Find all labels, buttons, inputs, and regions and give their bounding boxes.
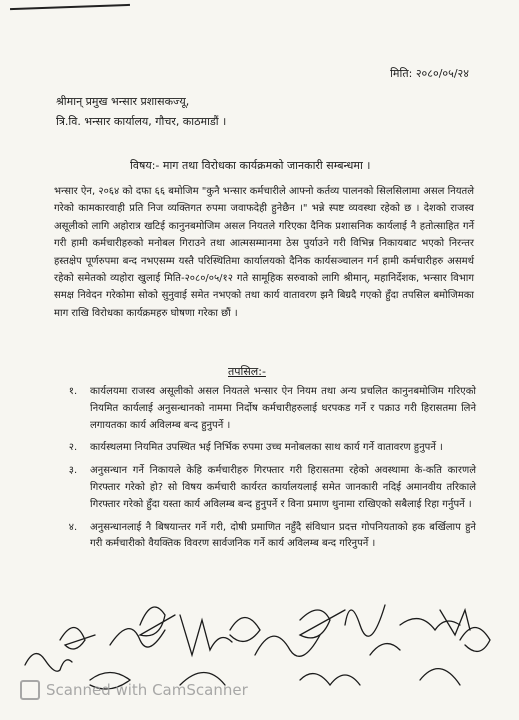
item-text: कार्यस्थलमा नियमित उपस्थित भई निर्भिक रुपमा उच्च मनोबलका साथ कार्य गर्ने वातावरण हुनुपर्ने । bbox=[90, 442, 443, 454]
item-number: ४. bbox=[68, 521, 78, 533]
item-number: १. bbox=[68, 386, 78, 397]
top-scratch-line bbox=[10, 4, 130, 10]
demand-item bbox=[56, 520, 476, 554]
camscanner-watermark bbox=[20, 680, 248, 700]
camscanner-logo-icon bbox=[20, 680, 40, 700]
item-text: अनुसन्धानलाई नै बिषयान्तर गर्ने गरी, दोषी प्रमाणित नहुँदै संविधान प्रदत्त गोपनियताको हक बर्खिलाप हुने गरी कर्मचारीको वैयक्तिक विवरण सार्वजनिक गर्ने कार्य अविलम्ब बन्द गरिनुपर्ने । bbox=[90, 521, 476, 550]
watermark-text: Scanned with CamScanner bbox=[46, 681, 248, 699]
demand-item bbox=[56, 440, 476, 457]
letter-subject: विषय:- माग तथा विरोधका कार्यक्रमको जानकारी सम्बन्धमा । bbox=[130, 159, 371, 172]
item-number: ३. bbox=[68, 465, 78, 477]
demand-item bbox=[56, 384, 476, 434]
tapasil-heading: तपसिल:- bbox=[228, 365, 266, 378]
letter-date: मिति: २०८०/०५/२४ bbox=[390, 67, 469, 80]
recipient-address bbox=[56, 92, 226, 132]
item-number: २. bbox=[68, 442, 78, 454]
letter-body-paragraph: भन्सार ऐन, २०६४ को दफा ६६ बमोजिम "कुनै भन्सार कर्मचारीले आफ्नो कर्तव्य पालनको सिलसिलामा असल नियतले गरेको कामकारवाही प्रति निज व्यक्तिगत रुपमा जवाफदेही हुनेछैन ।" भन्ने स्पष्ट व्यवस्था रहेको छ । देशको राजस्व असूलीको लागि अहोरात्र खटिई कानुनबमोजिम असल नियतले गरिएका दैनिक प्रशासनिक कार्यलाई नै हतोत्साहित गर्ने गरी हामी कर्मचारीहरुको मनोबल गिराउने तथा आत्मसम्मानमा ठेस पुर्याउने गरी विभिन्न निकायबाट भएको निरन्तर हस्तक्षेप पूर्णरुपमा बन्द नभएसम्म यस्तै परिस्थितिमा कार्यालयको दैनिक कार्यसञ्चालन गर्न हामी कर्मचारीहरु असमर्थ रहेको समेतको व्यहोरा खुलाई मिति-२०८०/०५/१२ गते सामूहिक सरुवाको लागि श्रीमान्, महानिर्देशक, भन्सार विभाग समक्ष निवेदन गरेकोमा सोको सुनुवाई समेत नभएको तथा कार्य वातावरण झनै बिग्रदै गएको हुँदा तपसिल बमोजिमका माग राखि विरोधका कार्यक्रमहरु घोषणा गरेका छौं । bbox=[54, 186, 474, 319]
item-text: कार्यलयमा राजस्व असूलीको असल नियतले भन्सार ऐन नियम तथा अन्य प्रचलित कानुनबमोजिम गरिएको नियमित कार्यलाई अनुसन्धानको नाममा निर्दोष कर्मचारीहरुलाई धरपकड गर्ने र पक्राउ गरी हिरासतमा लिने लगायतका कार्य अविलम्ब बन्द हुनुपर्ने । bbox=[90, 386, 476, 431]
demand-item bbox=[56, 463, 476, 513]
recipient-line-2: त्रि.वि. भन्सार कार्यालय, गौचर, काठमाडौं । bbox=[56, 115, 227, 128]
demand-list bbox=[56, 384, 476, 559]
item-text: अनुसन्धान गर्ने निकायले केहि कर्मचारीहरु गिरफ्तार गरी हिरासतमा रहेको अवस्थामा के-कति कारणले गिरफ्तार गरेको हो? सो विषय कर्मचारी कार्यरत कार्यालयलाई समेत जानकारी नदिई अमानवीय तरिकाले गिरफ्तार गरेको हुँदा यस्ता कार्य अविलम्ब बन्द हुनुपर्ने र विना प्रमाण थुनामा राखिएको सबैलाई रिहा गर्नुपर्ने । bbox=[90, 465, 476, 510]
recipient-line-1: श्रीमान् प्रमुख भन्सार प्रशासकज्यू, bbox=[56, 95, 190, 108]
